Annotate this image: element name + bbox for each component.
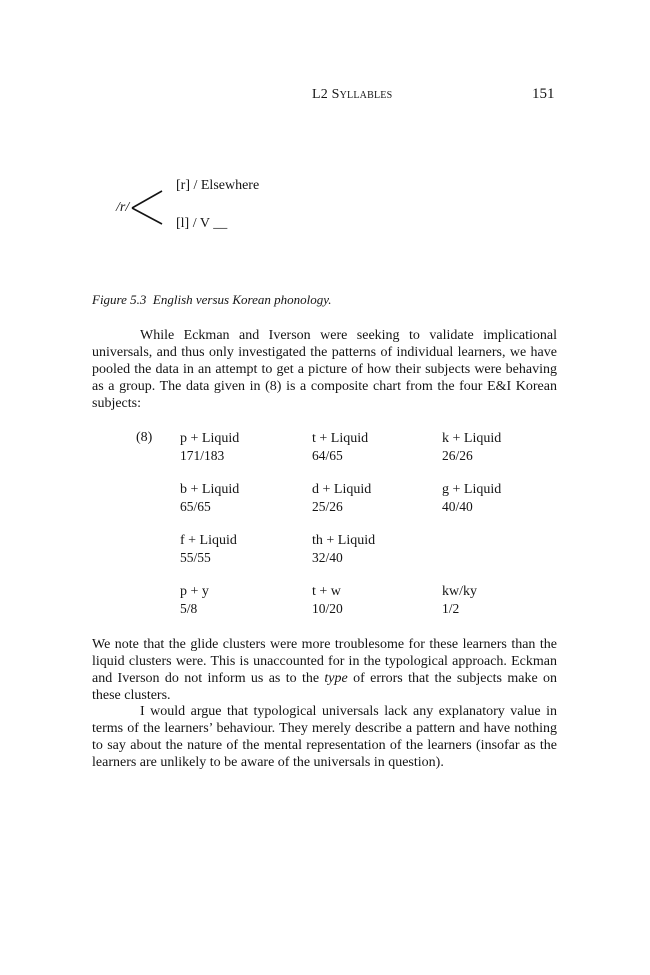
cluster-label: t + Liquid	[312, 431, 369, 446]
phoneme-label: /r/	[116, 200, 130, 215]
cluster-ratio: 1/2	[442, 601, 460, 616]
example-row	[180, 583, 560, 634]
paragraph-1: While Eckman and Iverson were seeking to validate implicational universals, and thus only investigated the patterns of individual learners, we have pooled the data in an attempt to get a picture of how their subjects were behaving as a group. The data given in (8) is a composite chart from the four E&I Korean subjects:	[92, 328, 557, 411]
cluster-ratio: 171/183	[180, 448, 225, 463]
paragraph-2-text-b: of errors that the subjects make on these clusters.	[92, 671, 558, 703]
cluster-label: p + y	[180, 584, 209, 599]
example-cell	[180, 430, 312, 481]
cluster-label: d + Liquid	[312, 482, 372, 497]
rule-elsewhere: [r] / Elsewhere	[176, 178, 260, 193]
paragraph-2	[92, 636, 557, 704]
cluster-label: f + Liquid	[180, 533, 237, 548]
example-row	[180, 481, 560, 532]
example-cell	[442, 583, 560, 634]
cluster-label: t + w	[312, 584, 341, 599]
cluster-ratio: 40/40	[442, 499, 473, 514]
cluster-label: p + Liquid	[180, 431, 240, 446]
cluster-ratio: 5/8	[180, 601, 198, 616]
cluster-ratio: 32/40	[312, 550, 343, 565]
cluster-ratio: 65/65	[180, 499, 211, 514]
running-header	[312, 87, 392, 103]
example-cell	[180, 583, 312, 634]
paragraph-2-text-a: We note that the glide clusters were more troublesome for these learners than the liquid clusters were. This is unaccounted for in the typological approach. Eckman and Iverson do not inform us as to the	[92, 637, 557, 686]
cluster-label: th + Liquid	[312, 533, 376, 548]
cluster-label: b + Liquid	[180, 482, 240, 497]
figure-caption: Figure 5.3 English versus Korean phonology.	[92, 292, 332, 307]
cluster-ratio: 64/65	[312, 448, 343, 463]
example-cell	[180, 481, 312, 532]
page-number: 151	[532, 86, 555, 102]
example-cell	[442, 430, 560, 481]
example-cell	[312, 430, 442, 481]
branching-lines	[130, 188, 166, 228]
example-row	[180, 532, 560, 583]
cluster-ratio: 10/20	[312, 601, 343, 616]
example-cell	[180, 532, 312, 583]
upper-branch-line	[132, 191, 162, 208]
cluster-label: kw/ky	[442, 584, 477, 599]
paragraph-2-emphasis: type	[324, 671, 348, 686]
example-cell	[312, 583, 442, 634]
cluster-label: k + Liquid	[442, 431, 502, 446]
example-number: (8)	[136, 430, 153, 445]
example-cell	[442, 481, 560, 532]
example-cell	[312, 532, 442, 583]
cluster-ratio: 25/26	[312, 499, 343, 514]
example-row	[180, 430, 560, 481]
cluster-ratio: 26/26	[442, 448, 473, 463]
example-grid	[180, 430, 560, 634]
paragraph-3: I would argue that typological universals lack any explanatory value in terms of the learners’ behaviour. They merely describe a pattern and have nothing to say about the nature of the mental representation of the learners (insofar as the learners are unlikely to be aware of the universals in question).	[92, 704, 557, 770]
cluster-ratio: 55/55	[180, 550, 211, 565]
example-cell	[442, 532, 560, 583]
running-header-text: L2 Syllables	[312, 87, 393, 102]
cluster-label: g + Liquid	[442, 482, 502, 497]
lower-branch-line	[132, 208, 162, 224]
rule-prevocalic: [l] / V __	[176, 216, 228, 231]
example-cell	[312, 481, 442, 532]
